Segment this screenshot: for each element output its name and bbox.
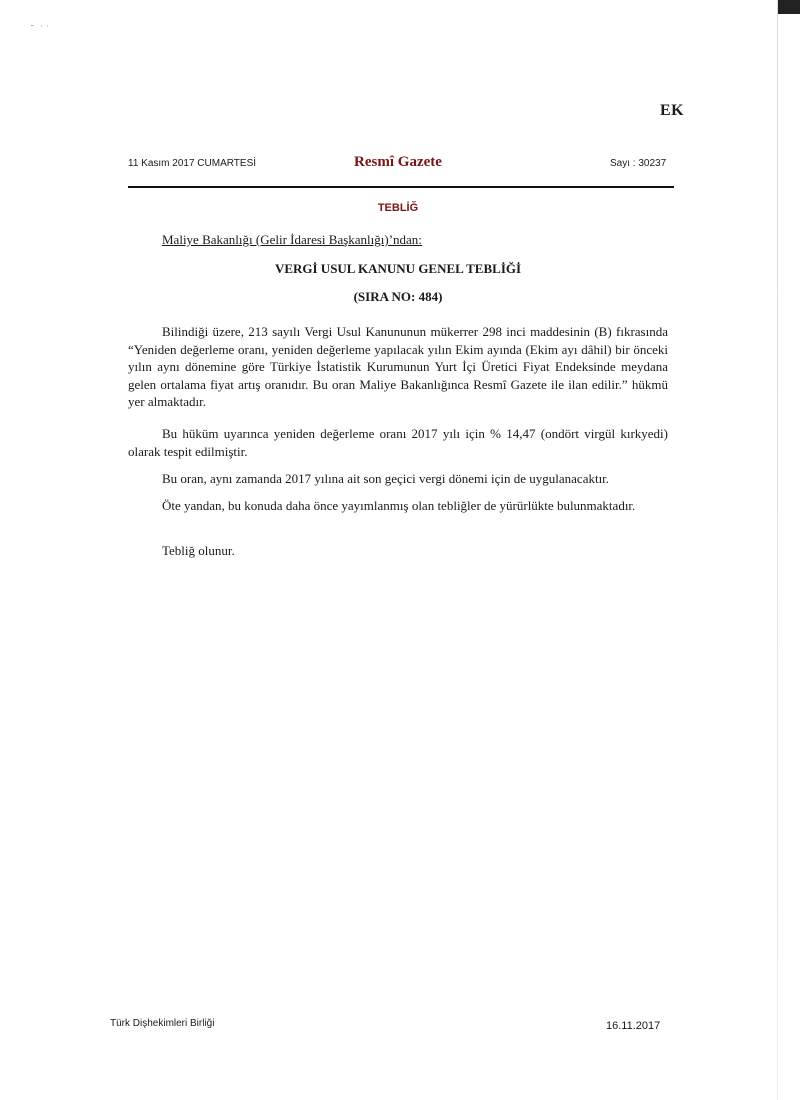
paragraph-2: Bu hüküm uyarınca yeniden değerleme oranı 2017 yılı için % 14,47 (ondört virgül kırkyedi) olarak tespit edilmiştir. <box>128 426 668 459</box>
scan-corner-mark <box>778 0 800 14</box>
issue-number: Sayı : 30237 <box>610 158 667 169</box>
issuing-authority: Maliye Bakanlığı (Gelir İdaresi Başkanlığı)’ndan: <box>162 232 422 247</box>
corner-label: EK <box>660 102 685 119</box>
footer-organization: Türk Dişhekimleri Birliği <box>110 1018 215 1029</box>
scan-specks: ⁃ · · <box>30 22 49 32</box>
header-divider <box>128 186 674 188</box>
paragraph-3: Bu oran, aynı zamanda 2017 yılına ait son geçici vergi dönemi için de uygulanacaktır. <box>162 471 610 486</box>
paragraph-4: Öte yandan, bu konuda daha önce yayımlanmış olan tebliğler de yürürlükte bulunmaktadır. <box>162 498 636 513</box>
document-title: VERGİ USUL KANUNU GENEL TEBLİĞİ <box>274 261 522 276</box>
section-label: TEBLİĞ <box>377 202 419 214</box>
sequence-number: (SIRA NO: 484) <box>353 289 443 304</box>
footer-date: 16.11.2017 <box>606 1020 661 1032</box>
paragraph-1: Bilindiği üzere, 213 sayılı Vergi Usul Kanununun mükerrer 298 inci maddesinin (B) fıkrasında “Yeniden değerleme oranı, yeniden değerleme yapılacak yılın Ekim ayında (Ekim ayı dâhil) bir önceki yılın aynı dönemine göre Türkiye İstatistik Kurumunun Yurt İçi Üretici Fiyat Endeksinde meydana gelen ortalama fiyat artış oranıdır. Bu oran Maliye Bakanlığınca Resmî Gazete ile ilan edilir.” hükmü yer almaktadır. <box>128 324 668 409</box>
publication-title: Resmî Gazete <box>354 154 442 170</box>
paragraph-5: Tebliğ olunur. <box>162 543 235 558</box>
header-date: 11 Kasım 2017 CUMARTESİ <box>128 158 257 169</box>
